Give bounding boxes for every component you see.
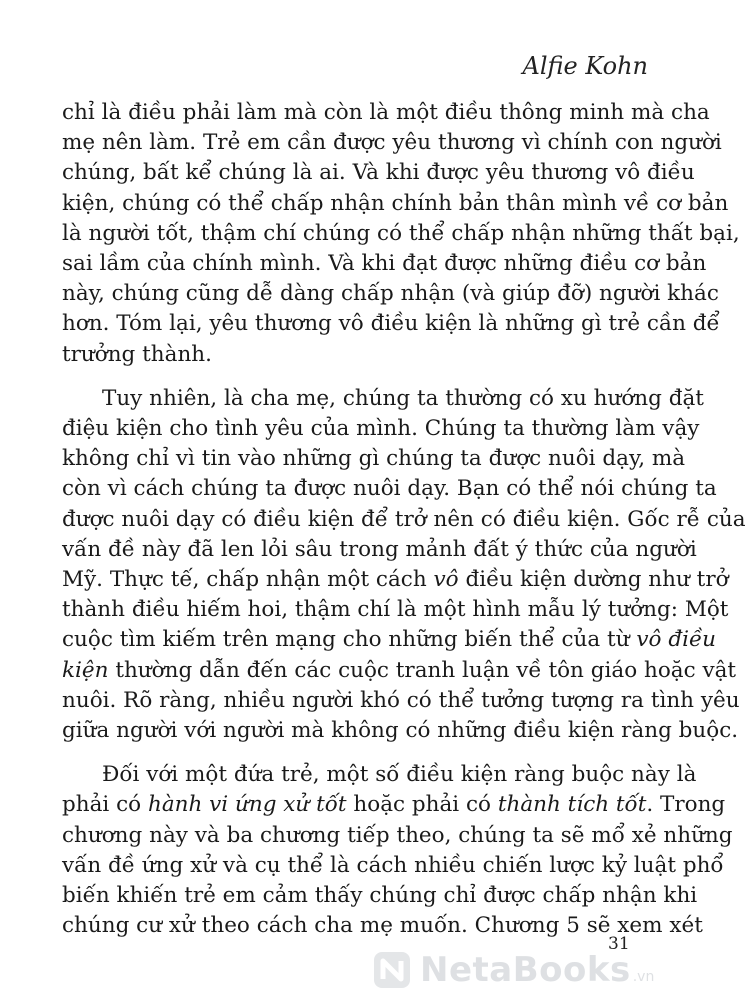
text-run: . Trong bbox=[646, 792, 726, 818]
text-run: còn vì cách chúng ta được nuôi dạy. Bạn có thể nói chúng ta bbox=[62, 476, 717, 502]
text-run: Đối với một đứa trẻ, một số điều kiện ràng buộc này là bbox=[102, 762, 697, 788]
text-run: điều kiện dường như trở bbox=[458, 567, 729, 593]
paragraph bbox=[62, 98, 740, 370]
text-run: giữa người với người mà không có những điều kiện ràng buộc. bbox=[62, 718, 739, 744]
text-line bbox=[62, 444, 686, 474]
text-line bbox=[62, 189, 729, 219]
text-run: biến khiến trẻ em cảm thấy chúng chỉ được chấp nhận khi bbox=[62, 883, 698, 909]
text-line bbox=[62, 158, 695, 188]
text-line bbox=[62, 414, 700, 444]
text-line bbox=[62, 625, 717, 655]
paragraph-gap bbox=[62, 746, 647, 760]
text-run: chúng cư xử theo cách cha mẹ muốn. Chương 5 sẽ xem xét bbox=[62, 913, 703, 939]
text-line bbox=[62, 340, 647, 370]
text-line bbox=[62, 98, 710, 128]
text-line bbox=[62, 249, 707, 279]
text-run: vấn đề này đã len lỏi sâu trong mảnh đất ý thức của người bbox=[62, 536, 697, 562]
text-line bbox=[62, 656, 737, 686]
text-run: hoặc phải có bbox=[346, 792, 498, 818]
italic-text: thành tích tốt bbox=[497, 792, 647, 818]
text-line bbox=[62, 128, 722, 158]
text-run: điệu kiện cho tình yêu của mình. Chúng ta thường làm vậy bbox=[62, 416, 700, 442]
text-line bbox=[62, 279, 719, 309]
text-run: kiện, chúng có thể chấp nhận chính bản thân mình về cơ bản bbox=[62, 190, 729, 216]
text-run: trưởng thành. bbox=[62, 341, 212, 367]
text-line bbox=[62, 911, 703, 941]
text-run: mẹ nên làm. Trẻ em cần được yêu thương vì chính con người bbox=[62, 130, 722, 156]
italic-text: vô bbox=[433, 567, 459, 593]
text-line bbox=[62, 686, 740, 716]
text-run: vấn đề ứng xử và cụ thể là cách nhiều chiến lược kỷ luật phổ bbox=[62, 852, 724, 878]
text-run: không chỉ vì tin vào những gì chúng ta được nuôi dạy, mà bbox=[62, 446, 686, 472]
text-line bbox=[62, 535, 697, 565]
text-run: Tuy nhiên, là cha mẹ, chúng ta thường có xu hướng đặt bbox=[102, 385, 704, 411]
text-line bbox=[62, 595, 729, 625]
text-line bbox=[62, 219, 740, 249]
text-run: này, chúng cũng dễ dàng chấp nhận (và giúp đỡ) người khác bbox=[62, 281, 719, 307]
paragraph bbox=[62, 384, 746, 746]
italic-text: hành vi ứng xử tốt bbox=[147, 792, 347, 818]
text-run: hơn. Tóm lại, yêu thương vô điều kiện là những gì trẻ cần để bbox=[62, 311, 720, 337]
text-run: cuộc tìm kiếm trên mạng cho những biến thể của từ bbox=[62, 627, 637, 653]
italic-text: vô điều bbox=[636, 627, 717, 653]
text-run: là người tốt, thậm chí chúng có thể chấp nhận những thất bại, bbox=[62, 220, 740, 246]
page-number: 31 bbox=[608, 934, 630, 954]
text-line bbox=[62, 474, 717, 504]
text-run: chương này và ba chương tiếp theo, chúng ta sẽ mổ xẻ những bbox=[62, 822, 733, 848]
text-line bbox=[62, 851, 724, 881]
watermark-text: NetaBooks bbox=[420, 950, 631, 990]
text-line bbox=[62, 821, 733, 851]
text-line bbox=[62, 505, 746, 535]
text-line bbox=[62, 565, 729, 595]
text-line bbox=[62, 790, 726, 820]
text-run: chúng, bất kể chúng là ai. Và khi được yêu thương vô điều bbox=[62, 160, 695, 186]
text-run: thường dẫn đến các cuộc tranh luận về tôn giáo hoặc vật bbox=[108, 657, 737, 683]
text-run: phải có bbox=[62, 792, 148, 818]
text-run: thành điều hiếm hoi, thậm chí là một hình mẫu lý tưởng: Một bbox=[62, 597, 729, 623]
watermark-suffix: .vn bbox=[632, 969, 655, 985]
italic-text: kiện bbox=[62, 657, 109, 683]
text-run: chỉ là điều phải làm mà còn là một điều thông minh mà cha bbox=[62, 100, 710, 125]
text-run: được nuôi dạy có điều kiện để trở nên có điều kiện. Gốc rễ của bbox=[62, 506, 746, 532]
text-run: Mỹ. Thực tế, chấp nhận một cách bbox=[62, 567, 434, 593]
paragraph-gap bbox=[62, 370, 647, 384]
running-header-author: Alfie Kohn bbox=[522, 52, 648, 80]
text-line bbox=[62, 309, 720, 339]
body-text bbox=[62, 98, 746, 941]
watermark bbox=[372, 945, 692, 995]
text-line bbox=[62, 384, 704, 414]
paragraph bbox=[62, 760, 733, 941]
text-run: nuôi. Rõ ràng, nhiều người khó có thể tưởng tượng ra tình yêu bbox=[62, 687, 740, 713]
text-line bbox=[62, 881, 698, 911]
netabooks-logo-icon bbox=[372, 950, 412, 990]
text-line bbox=[62, 760, 697, 790]
text-run: sai lầm của chính mình. Và khi đạt được những điều cơ bản bbox=[62, 251, 707, 277]
text-line bbox=[62, 716, 739, 746]
